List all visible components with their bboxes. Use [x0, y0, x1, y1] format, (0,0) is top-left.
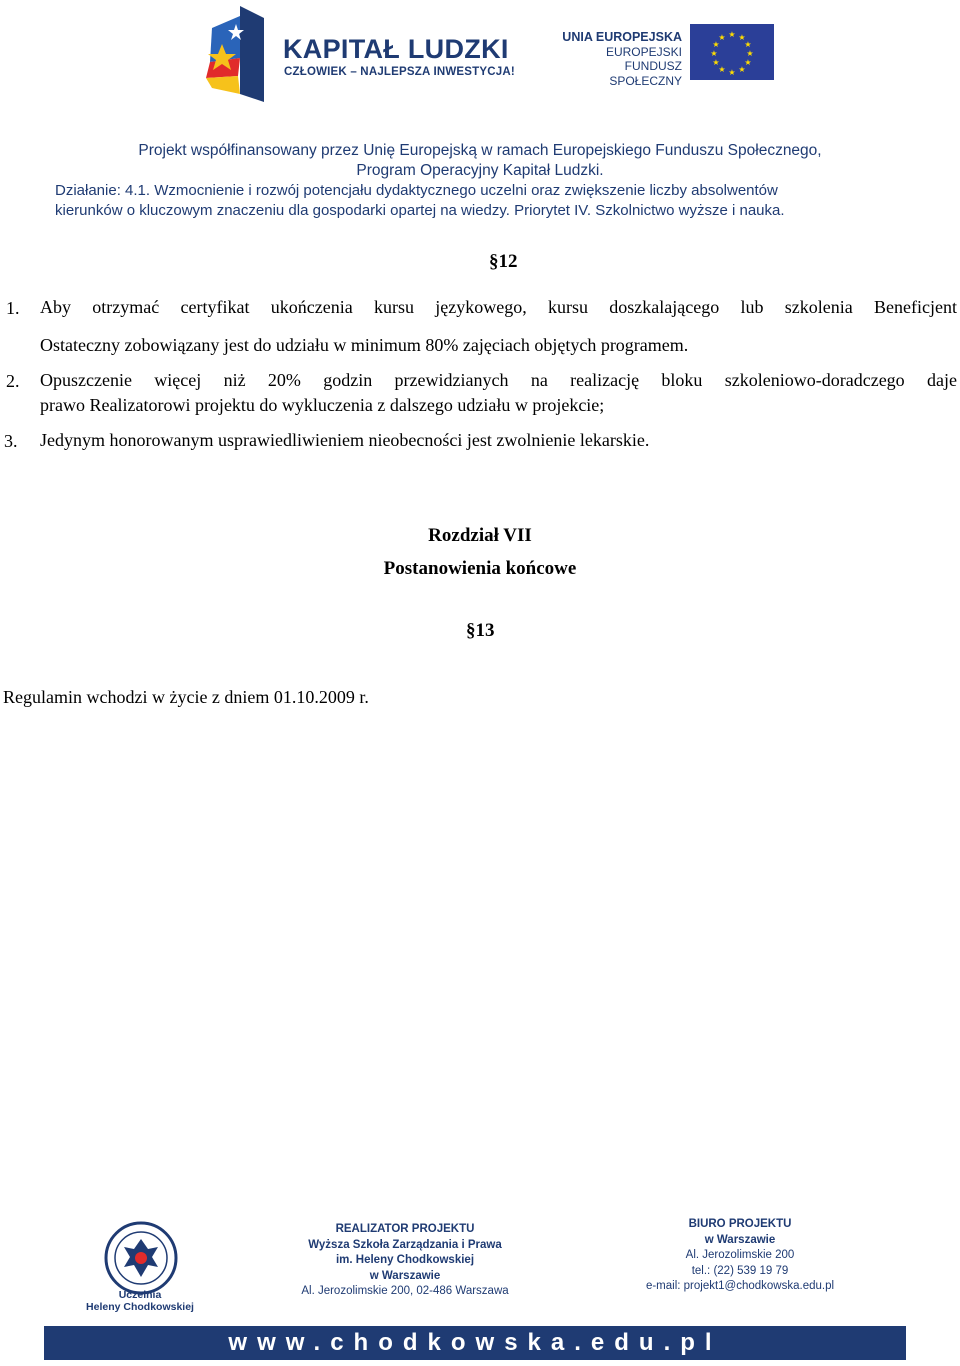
item-2-number: 2. [6, 371, 20, 391]
realizator-line: Wyższa Szkoła Zarządzania i Prawa [308, 1238, 502, 1251]
project-office-title: BIURO PROJEKTU [688, 1218, 792, 1230]
svg-text:★: ★ [712, 58, 720, 67]
eu-label-line1: UNIA EUROPEJSKA [562, 30, 682, 44]
university-name-line2: Heleny Chodkowskiej [86, 1301, 194, 1313]
website-link[interactable]: www.chodkowska.edu.pl [228, 1329, 722, 1356]
item-3-line1: Jedynym honorowanym usprawiedliwieniem nieobecności jest zwolnienie lekarskie. [40, 430, 650, 450]
kapital-ludzki-title: KAPITAŁ LUDZKI [283, 34, 509, 64]
eu-label-line3: FUNDUSZ SPOŁECZNY [609, 59, 682, 88]
svg-text:★: ★ [744, 58, 752, 67]
item-1-number: 1. [6, 298, 20, 318]
section-13-heading: §13 [466, 620, 495, 641]
kapital-ludzki-flag-icon [200, 6, 280, 102]
section-13-text: Regulamin wchodzi w życie z dniem 01.10.2009 r. [3, 687, 369, 707]
item-2-line2: prawo Realizatorowi projektu do wykluczenia z dalszego udziału w projekcie; [40, 395, 605, 415]
item-2-line1: Opuszczenie więcej niż 20% godzin przewidzianych na realizację bloku szkoleniowo-doradczego daje [40, 370, 957, 390]
svg-text:★: ★ [712, 40, 720, 49]
eu-label [560, 30, 682, 88]
realizator-address: Al. Jerozolimskie 200, 02-486 Warszawa [301, 1285, 509, 1297]
svg-text:★: ★ [728, 68, 736, 77]
eu-label-line2: EUROPEJSKI [605, 44, 682, 59]
university-name-line1: Uczelnia [118, 1289, 162, 1301]
svg-text:★: ★ [718, 33, 726, 42]
svg-text:★: ★ [738, 65, 746, 74]
chapter-title: Rozdział VII [428, 525, 532, 546]
cofinancing-notice [0, 141, 960, 181]
item-1-line1: Aby otrzymać certyfikat ukończenia kursu językowego, kursu doszkalającego lub szkolenia Beneficjent [40, 297, 957, 317]
project-office-email: e-mail: projekt1@chodkowska.edu.pl [645, 1280, 835, 1292]
item-3-number: 3. [4, 431, 18, 451]
kapital-ludzki-slogan: CZŁOWIEK – NAJLEPSZA INWESTYCJA! [284, 66, 515, 78]
svg-text:★: ★ [710, 49, 718, 58]
realizator-line: w Warszawie [369, 1269, 441, 1282]
cofinancing-line2: Program Operacyjny Kapitał Ludzki. [356, 162, 604, 179]
chapter-heading [0, 519, 960, 585]
svg-text:★: ★ [728, 30, 736, 39]
project-office-line: w Warszawie [704, 1233, 776, 1246]
svg-text:★: ★ [744, 40, 752, 49]
realizator-info [270, 1222, 540, 1300]
realizator-line: im. Heleny Chodkowskiej [335, 1254, 475, 1266]
university-seal-icon [104, 1221, 178, 1295]
realizator-title: REALIZATOR PROJEKTU [335, 1223, 475, 1235]
eu-flag-icon [690, 24, 774, 80]
action-line2: kierunków o kluczowym znaczeniu dla gospodarki opartej na wiedzy. Priorytet IV. Szkolnictwo wyższe i nauka. [55, 201, 785, 219]
project-office-info [625, 1217, 855, 1295]
item-1-line2: Ostateczny zobowiązany jest do udziału w minimum 80% zajęciach objętych programem. [40, 335, 689, 355]
project-office-address: Al. Jerozolimskie 200 [685, 1249, 795, 1261]
section-12-heading: §12 [489, 251, 518, 272]
chapter-subtitle: Postanowienia końcowe [383, 558, 577, 579]
svg-text:★: ★ [746, 49, 754, 58]
university-name [80, 1289, 200, 1313]
svg-text:★: ★ [738, 33, 746, 42]
action-notice [55, 181, 915, 220]
svg-text:★: ★ [718, 65, 726, 74]
project-office-phone: tel.: (22) 539 19 79 [691, 1264, 789, 1277]
action-line1: Działanie: 4.1. Wzmocnienie i rozwój potencjału dydaktycznego uczelni oraz zwiększenie liczby absolwentów [55, 182, 778, 199]
cofinancing-line1: Projekt współfinansowany przez Unię Europejską w ramach Europejskiego Funduszu Społecznego, [138, 142, 822, 159]
